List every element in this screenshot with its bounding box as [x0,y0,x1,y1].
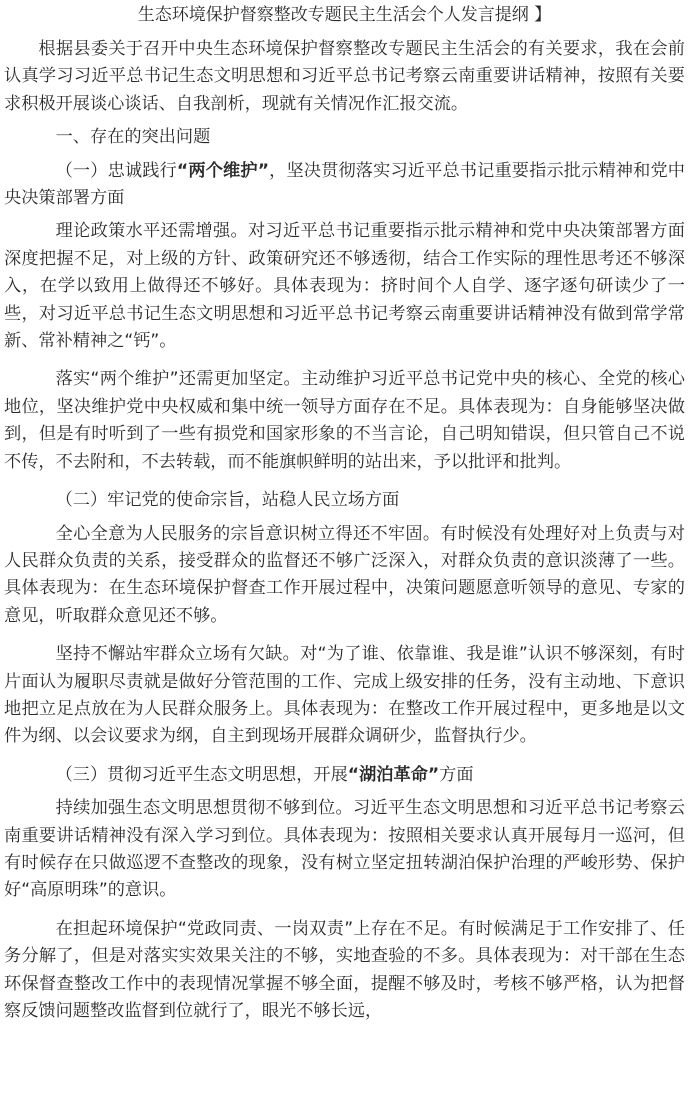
document-title: 生态环境保护督察整改专题民主生活会个人发言提纲 】 [137,5,552,25]
body-paragraph-3: 全心全意为人民服务的宗旨意识树立得还不牢固。有时候没有处理好对上负责与对人民群众负责的关系，接受群众的监督还不够广泛深入，对群众负责的意识淡薄了一些。具体表现为：在生态环境保护督查工作开展过程中，决策问题愿意听领导的意见、专家的意见，听取群众意见还不够。 [4,523,685,626]
subsection-heading-3-suffix: 方面 [439,764,474,785]
body-paragraph-5: 持续加强生态文明思想贯彻不够到位。习近平生态文明思想和习近平总书记考察云南重要讲话精神没有深入学习到位。具体表现为：按照相关要求认真开展每月一巡河，但有时候存在只做巡逻不查整改的现象，没有树立坚定扭转湖泊保护治理的严峻形势、保护好“高原明珠”的意识。 [4,798,685,901]
body-paragraph-6: 在担起环境保护“党政同责、一岗双责”上存在不足。有时候满足于工作安排了、任务分解了，但是对落实实效果关注的不够，实地查验的不多。具体表现为：对干部在生态环保督查整改工作中的表现情况掌握不够全面，提醒不够及时，考核不够严格，认为把督察反馈问题整改监督到位就行了，眼光不够长远， [4,918,685,1021]
subsection-heading-1-prefix: （一）忠诚践行 [55,160,177,181]
subsection-heading-3 [4,762,685,789]
subsection-heading-3-prefix: （三）贯彻习近平生态文明思想，开展 [55,764,348,785]
body-paragraph-4: 坚持不懈站牢群众立场有欠缺。对“为了谁、依靠谁、我是谁”认识不够深刻，有时片面认为履职尽责就是做好分管范围的工作、完成上级安排的任务，没有主动地、下意识地把立足点放在为人民群众服务上。具体表现为：在整改工作开展过程中，更多地是以文件为纲、以会议要求为纲，自主到现场开展群众调研少，监督执行少。 [4,644,685,747]
subsection-heading-2: （二）牢记党的使命宗旨，站稳人民立场方面 [55,490,400,511]
subsection-heading-1-suffix: ，坚决贯彻落实习近平总书记重要指示批示精神和党中央决策部署方面 [4,160,685,209]
body-paragraph-2: 落实“两个维护”还需更加坚定。主动维护习近平总书记党中央的核心、全党的核心地位，坚决维护党中央权威和集中统一领导方面存在不足。具体表现为：自身能够坚决做到，但是有时听到了一些有损党和国家形象的不当言论，自己明知错误，但只管自己不说不传，不去附和，不去转载，而不能旗帜鲜明的站出来，予以批评和批判。 [4,369,685,472]
intro-paragraph: 根据县委关于召开中央生态环境保护督察整改专题民主生活会的有关要求，我在会前认真学习习近平总书记生态文明思想和习近平总书记考察云南重要讲话精神，按照有关要求积极开展谈心谈话、自我剖析，现就有关情况作汇报交流。 [4,39,685,114]
body-paragraph-1: 理论政策水平还需增强。对习近平总书记重要指示批示精神和党中央决策部署方面深度把握不足，对上级的方针、政策研究还不够透彻，结合工作实际的理性思考还不够深入，在学以致用上做得还不够好。具体表现为：挤时间个人自学、逐字逐句研读少了一些，对习近平总书记生态文明思想和习近平总书记考察云南重要讲话精神没有做到常学常新、常补精神之“钙”。 [4,221,685,352]
subsection-heading-1 [4,158,685,213]
section-heading: 一、存在的突出问题 [55,127,211,148]
subsection-heading-3-bold: “湖泊革命” [347,764,440,785]
subsection-heading-1-bold: “两个维护” [176,160,269,181]
